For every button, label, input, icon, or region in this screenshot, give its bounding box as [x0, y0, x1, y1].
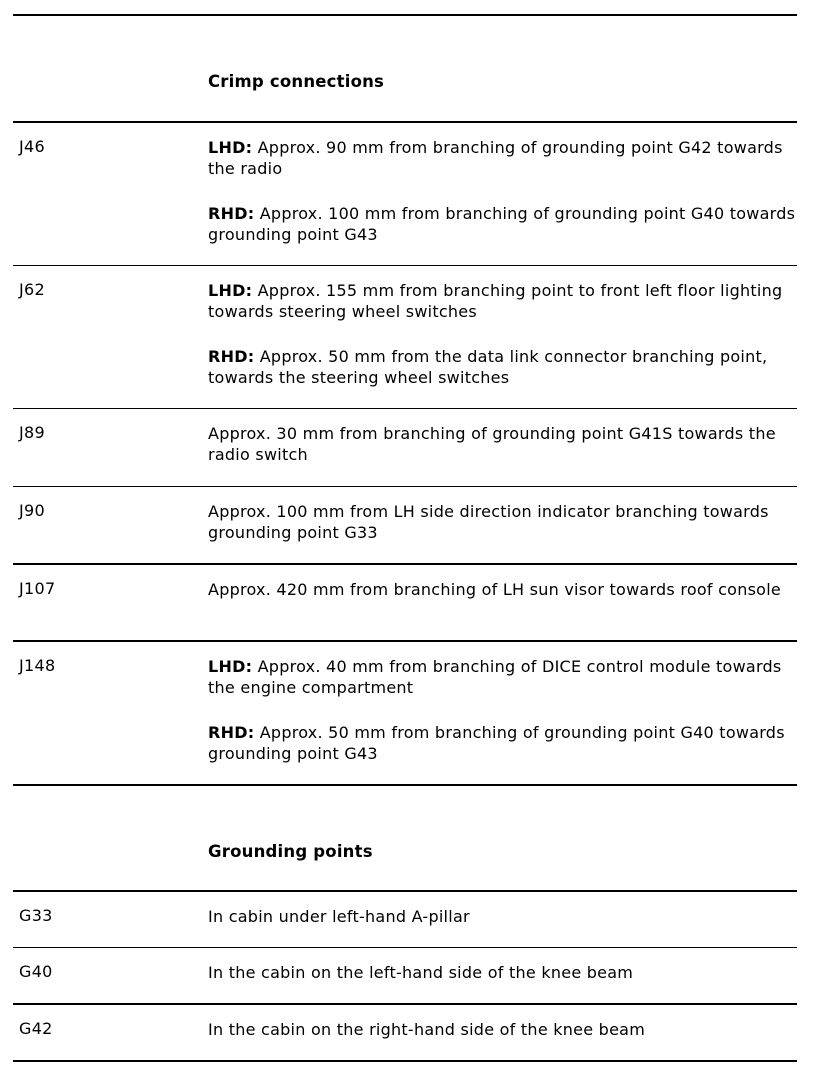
- entry-text: Approx. 420 mm from branching of LH sun visor towards roof console: [208, 580, 782, 599]
- connection-code: J62: [19, 280, 45, 299]
- entry-text: In the cabin on the left-hand side of the knee beam: [208, 963, 634, 982]
- connection-code: J107: [19, 579, 56, 598]
- entry-text: Approx. 50 mm from branching of grounding point G40 towards grounding point G43: [208, 723, 785, 763]
- entry: [208, 579, 800, 600]
- lhd-label: LHD:: [208, 138, 253, 157]
- lhd-label: LHD:: [208, 281, 253, 300]
- rhd-entry: [208, 346, 800, 388]
- entry: [208, 423, 800, 465]
- connection-description: [208, 656, 800, 764]
- entry-text: Approx. 100 mm from LH side direction indicator branching towards grounding point G33: [208, 502, 769, 542]
- lhd-entry: [208, 656, 800, 698]
- table-row-j107: [13, 565, 797, 640]
- entry-text: Approx. 100 mm from branching of grounding point G40 towards grounding point G43: [208, 204, 796, 244]
- rhd-label: RHD:: [208, 347, 255, 366]
- table-row-j62: [13, 266, 797, 408]
- rhd-label: RHD:: [208, 723, 255, 742]
- table-row-g40: [13, 948, 797, 1003]
- table-row-j89: [13, 409, 797, 486]
- section-heading-grounding: Grounding points: [208, 842, 373, 861]
- grounding-description: [208, 962, 800, 983]
- entry-text: In the cabin on the right-hand side of the knee beam: [208, 1020, 646, 1039]
- grounding-code: G40: [19, 962, 53, 981]
- entry-text: In cabin under left-hand A-pillar: [208, 907, 470, 926]
- rhd-entry: [208, 203, 800, 245]
- table-row-g42: [13, 1005, 797, 1060]
- grounding-code: G33: [19, 906, 53, 925]
- table-row-g33: [13, 892, 797, 947]
- table-row-j90: [13, 487, 797, 563]
- entry: [208, 501, 800, 543]
- connection-description: [208, 579, 800, 600]
- entry: [208, 906, 800, 927]
- entry-text: Approx. 30 mm from branching of grounding point G41S towards the radio switch: [208, 424, 776, 464]
- connection-description: [208, 423, 800, 465]
- table-row-j46: [13, 123, 797, 265]
- connection-code: J90: [19, 501, 45, 520]
- lhd-entry: [208, 280, 800, 322]
- bottom-rule: [13, 1060, 797, 1062]
- entry: [208, 1019, 800, 1040]
- lhd-label: LHD:: [208, 657, 253, 676]
- grounding-description: [208, 1019, 800, 1040]
- entry-text: Approx. 90 mm from branching of grounding point G42 towards the radio: [208, 138, 783, 178]
- grounding-code: G42: [19, 1019, 53, 1038]
- connection-description: [208, 137, 800, 245]
- section-heading-crimp: Crimp connections: [208, 72, 385, 91]
- connection-code: J148: [19, 656, 56, 675]
- document-page: [13, 14, 797, 1062]
- table-row-j148: [13, 642, 797, 784]
- rhd-label: RHD:: [208, 204, 255, 223]
- connection-code: J46: [19, 137, 45, 156]
- section-heading-row: [13, 16, 797, 121]
- connection-description: [208, 501, 800, 543]
- lhd-entry: [208, 137, 800, 179]
- entry-text: Approx. 155 mm from branching point to front left floor lighting towards steering wheel switches: [208, 281, 783, 321]
- connection-description: [208, 280, 800, 388]
- entry: [208, 962, 800, 983]
- grounding-description: [208, 906, 800, 927]
- rhd-entry: [208, 722, 800, 764]
- entry-text: Approx. 40 mm from branching of DICE control module towards the engine compartment: [208, 657, 782, 697]
- connection-code: J89: [19, 423, 45, 442]
- entry-text: Approx. 50 mm from the data link connector branching point, towards the steering wheel switches: [208, 347, 768, 387]
- section-heading-row: [13, 786, 797, 890]
